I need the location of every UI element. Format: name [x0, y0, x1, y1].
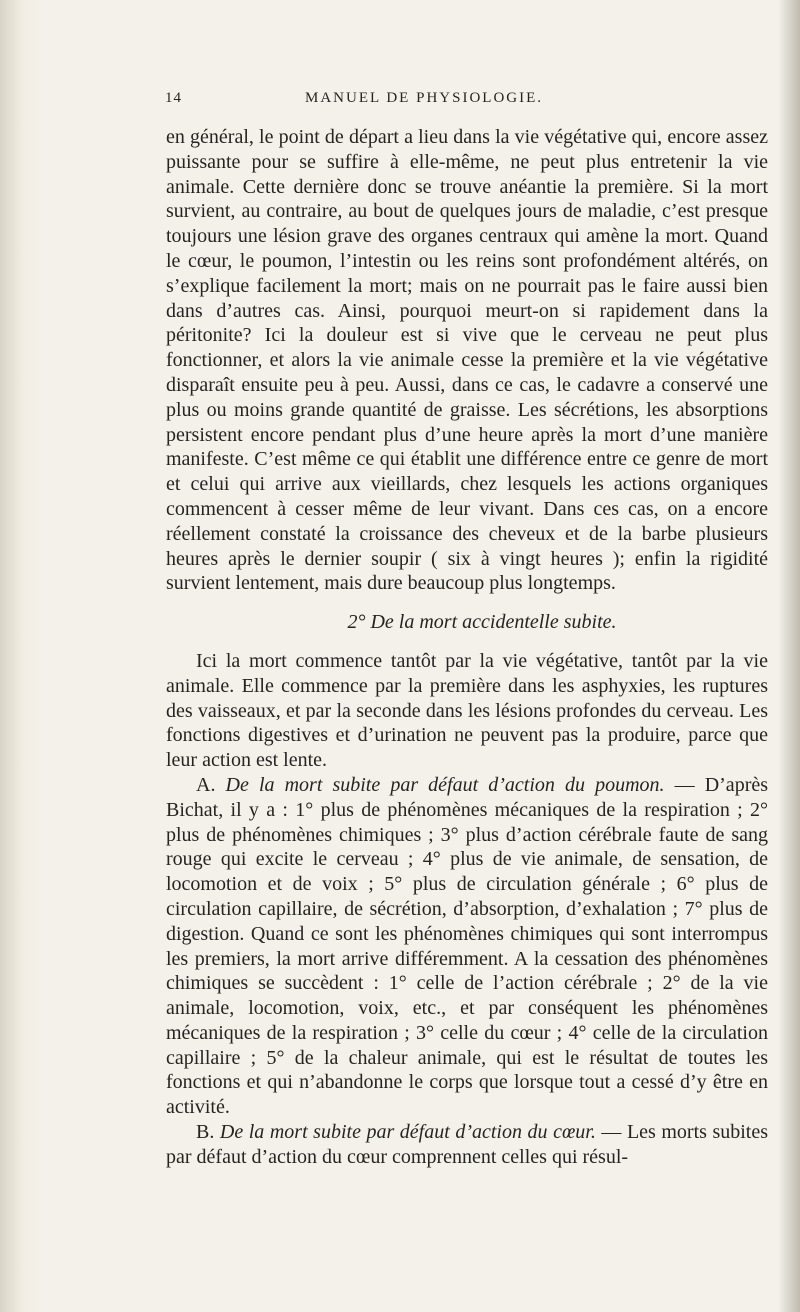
paragraph-section-b — [166, 1120, 768, 1170]
page-edge-shadow — [778, 0, 800, 1312]
paragraph-continuation: en général, le point de départ a lieu dans la vie végétative qui, encore assez puissante pour se suffire à elle-même, ne peut plus entretenir la vie animale. Cette dernière donc se trouve anéantie la première. Si la mort survient, au contraire, au bout de quelques jours de maladie, c’est presque toujours une lésion grave des organes centraux qui amène la mort. Quand le cœur, le poumon, l’intestin ou les reins sont profondément altérés, on s’explique facilement la mort; mais on ne pourrait pas le faire aussi bien dans d’autres cas. Ainsi, pourquoi meurt-on si rapidement dans la péritonite? Ici la douleur est si vive que le cerveau ne peut plus fonctionner, et alors la vie animale cesse la première et la vie végétative disparaît ensuite peu à peu. Aussi, dans ce cas, le cadavre a conservé une plus ou moins grande quantité de graisse. Les sécrétions, les absorptions persistent encore pendant plus d’une heure après la mort d’une manière manifeste. C’est même ce qui établit une différence entre ce genre de mort et celui qui arrive aux vieillards, chez lesquels les actions organiques commencent à cesser même de leur vivant. Dans ces cas, on a encore réellement constaté la croissance des cheveux et de la barbe plusieurs heures après le dernier soupir ( six à vingt heures ); enfin la rigidité survient lentement, mais dure beaucoup plus longtemps. — [166, 126, 768, 595]
section-a-title: De la mort subite par défaut d’action du poumon. — [225, 773, 665, 796]
section-b-text: — Les morts subites par défaut d’action du cœur comprennent celles qui résul- — [166, 1121, 769, 1168]
section-a-text: — D’après Bichat, il y a : 1° plus de phénomènes mécaniques de la respiration ; 2° plus de phénomènes chimiques ; 3° plus d’action cérébrale faute de sang rouge qui excite le cerveau ; 4° plus de vie animale, de sensation, de locomotion et de voix ; 5° plus de circulation générale ; 6° plus de circulation capillaire, de sécrétion, d’absorption, d’exhalation ; 7° plus de digestion. Quand ce sont les phénomènes chimiques qui sont interrompus les premiers, la mort arrive différemment. A la cessation des phénomènes chimiques se succèdent : 1° celle de l’action cérébrale ; 2° de la vie animale, locomotion, voix, etc., et par conséquent les phénomènes mécaniques de la respiration ; 3° celle du cœur ; 4° celle de la circulation capillaire ; 5° de la chaleur animale, qui est le résultat de toutes les fonctions et qui n’abandonne le corps que lorsque tout a cessé d’y être en activité. — [166, 773, 769, 1119]
paragraph-intro: Ici la mort commence tantôt par la vie végétative, tantôt par la vie animale. Elle commence par la première dans les asphyxies, les ruptures des vaisseaux, et par la seconde dans les lésions profondes du cerveau. Les fonctions digestives et d’urination ne peuvent pas la produire, parce que leur action est lente. — [166, 649, 768, 772]
page-number: 14 — [165, 90, 182, 106]
section-b-label: B. — [196, 1121, 215, 1144]
page-stain — [0, 0, 40, 1312]
section-a-label: A. — [196, 773, 216, 796]
body-text — [166, 125, 768, 1170]
section-heading: 2° De la mort accidentelle subite. — [347, 611, 617, 634]
section-b-title: De la mort subite par défaut d’action du cœur. — [219, 1121, 596, 1144]
paragraph-section-a — [166, 773, 768, 1120]
running-head — [165, 90, 765, 112]
running-title: MANUEL DE PHYSIOLOGIE. — [305, 90, 544, 106]
